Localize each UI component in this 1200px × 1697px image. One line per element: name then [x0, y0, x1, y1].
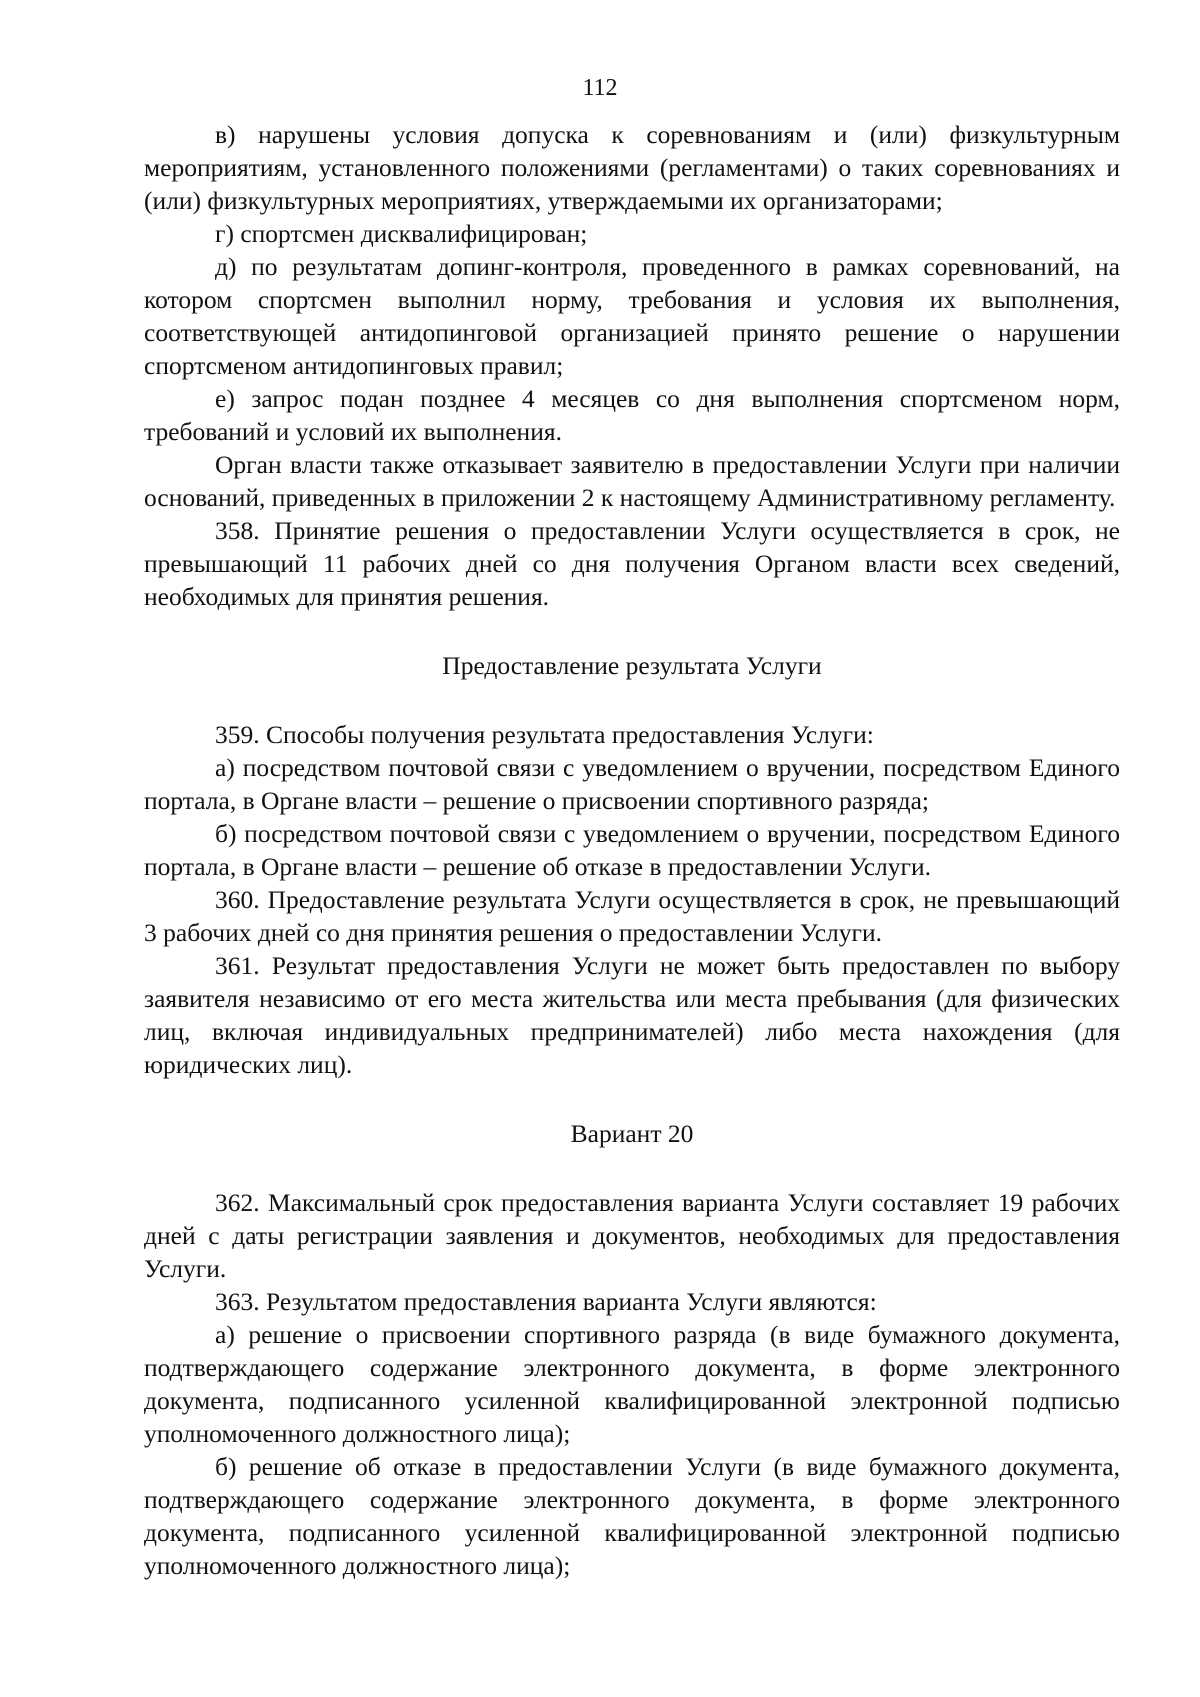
paragraph-359: 359. Способы получения результата предоставления Услуги:: [215, 720, 874, 749]
paragraph-359-a: а) посредством почтовой связи с уведомлением о вручении, посредством Единого портала, в Органе власти – решение о присвоении спортивного разряда;: [144, 753, 1120, 815]
paragraph-e-late-request: е) запрос подан позднее 4 месяцев со дня выполнения спортсменом норм, требований и условий их выполнения.: [144, 384, 1120, 446]
paragraph-g-disqualified: г) спортсмен дисквалифицирован;: [215, 219, 588, 248]
paragraph-361: 361. Результат предоставления Услуги не может быть предоставлен по выбору заявителя независимо от его места жительства или места пребывания (для физических лиц, включая индивидуальных предпринимателей) либо места нахождения (для юридических лиц).: [144, 951, 1120, 1079]
paragraph-v-admission-violation: в) нарушены условия допуска к соревнованиям и (или) физкультурным мероприятиям, установленного положениями (регламентами) о таких соревнованиях и (или) физкультурных мероприятиях, утверждаемыми их организаторами;: [144, 120, 1120, 215]
paragraph-363-a: а) решение о присвоении спортивного разряда (в виде бумажного документа, подтверждающего содержание электронного документа, в форме электронного документа, подписанного усиленной квалифицированной электронной подписью уполномоченного должностного лица);: [144, 1320, 1120, 1448]
paragraph-358: 358. Принятие решения о предоставлении Услуги осуществляется в срок, не превышающий 11 рабочих дней со дня получения Органом власти всех сведений, необходимых для принятия решения.: [144, 516, 1120, 611]
paragraph-d-doping-control: д) по результатам допинг-контроля, проведенного в рамках соревнований, на котором спортсмен выполнил норму, требования и условия их выполнения, соответствующей антидопинговой организацией принято решение о нарушении спортсменом антидопинговых правил;: [144, 252, 1120, 380]
paragraph-362: 362. Максимальный срок предоставления варианта Услуги составляет 19 рабочих дней с даты регистрации заявления и документов, необходимых для предоставления Услуги.: [144, 1188, 1120, 1283]
paragraph-refusal-grounds: Орган власти также отказывает заявителю в предоставлении Услуги при наличии оснований, приведенных в приложении 2 к настоящему Административному регламенту.: [144, 450, 1120, 512]
section-heading-variant-20: Вариант 20: [570, 1119, 694, 1148]
section-heading-result: Предоставление результата Услуги: [442, 651, 822, 680]
paragraph-360: 360. Предоставление результата Услуги осуществляется в срок, не превышающий 3 рабочих дней со дня принятия решения о предоставлении Услуги.: [144, 885, 1120, 947]
page-number: 112: [582, 75, 618, 101]
paragraph-363: 363. Результатом предоставления варианта Услуги являются:: [215, 1287, 877, 1316]
paragraph-363-b: б) решение об отказе в предоставлении Услуги (в виде бумажного документа, подтверждающего содержание электронного документа, в форме электронного документа, подписанного усиленной квалифицированной электронной подписью уполномоченного должностного лица);: [144, 1452, 1120, 1580]
document-body: [144, 118, 1120, 1582]
paragraph-359-b: б) посредством почтовой связи с уведомлением о вручении, посредством Единого портала, в Органе власти – решение об отказе в предоставлении Услуги.: [144, 819, 1120, 881]
